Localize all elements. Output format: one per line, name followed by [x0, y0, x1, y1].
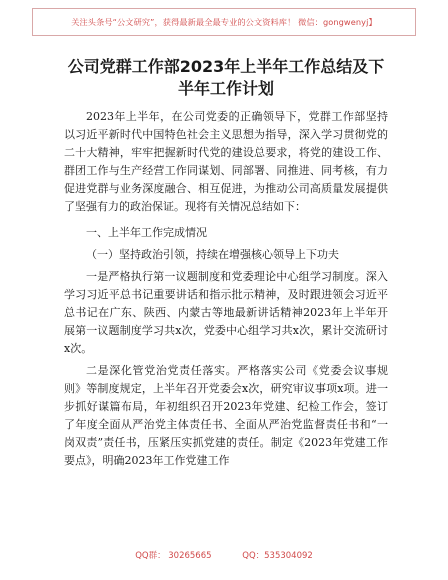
section-heading: 一、上半年工作完成情况 [86, 226, 207, 239]
footer-qq: QQ：535304092 [242, 551, 313, 561]
subsection-heading: （一）坚持政治引领，持续在增强核心领导上下功夫 [86, 248, 339, 261]
top-banner [32, 8, 416, 36]
document-title: 公司党群工作部2023年上半年工作总结及下半年工作计划 [67, 57, 385, 98]
body-paragraph: 一是严格执行第一议题制度和党委理论中心组学习制度。深入学习习近平总书记重要讲话和指示批示精神，及时跟进领会习近平总书记在广东、陕西、内蒙古等地最新讲话精神2023年上半年开展第一议题制度学习共x次，党委中心组学习共x次，累计交流研讨x次。 [64, 270, 388, 355]
banner-text: 关注头条号“公文研究”，获得最新最全最专业的公文资料库！ 微信：gongwenyj】 [71, 16, 377, 27]
intro-paragraph: 2023年上半年，在公司党委的正确领导下，党群工作部坚持以习近平新时代中国特色社会主义思想为指导，深入学习贯彻党的二十大精神，牢牢把握新时代党的建设总要求，将党的建设工作、群团工作与生产经营工作同谋划、同部署、同推进、同考核，有力促进党群与业务深度融合、相互促进，为推动公司高质量发展提供了坚强有力的政治保证。现将有关情况总结如下： [64, 110, 388, 213]
footer-qq-group: QQ群： 30265665 [135, 551, 212, 561]
document-body [64, 56, 388, 474]
footer-contact [0, 549, 448, 561]
body-paragraph: 二是深化管党治党责任落实。严格落实公司《党委会议事规则》等制度规定，上半年召开党委会x次，研究审议事项x项。进一步抓好谋篇布局，年初组织召开2023年党建、纪检工作会，签订了年度全面从严治党主体责任书、全面从严治党监督责任书和“一岗双责”责任书，压紧压实抓党建的责任。制定《2023年党建工作要点》，明确2023年工作党建工作 [64, 364, 388, 467]
